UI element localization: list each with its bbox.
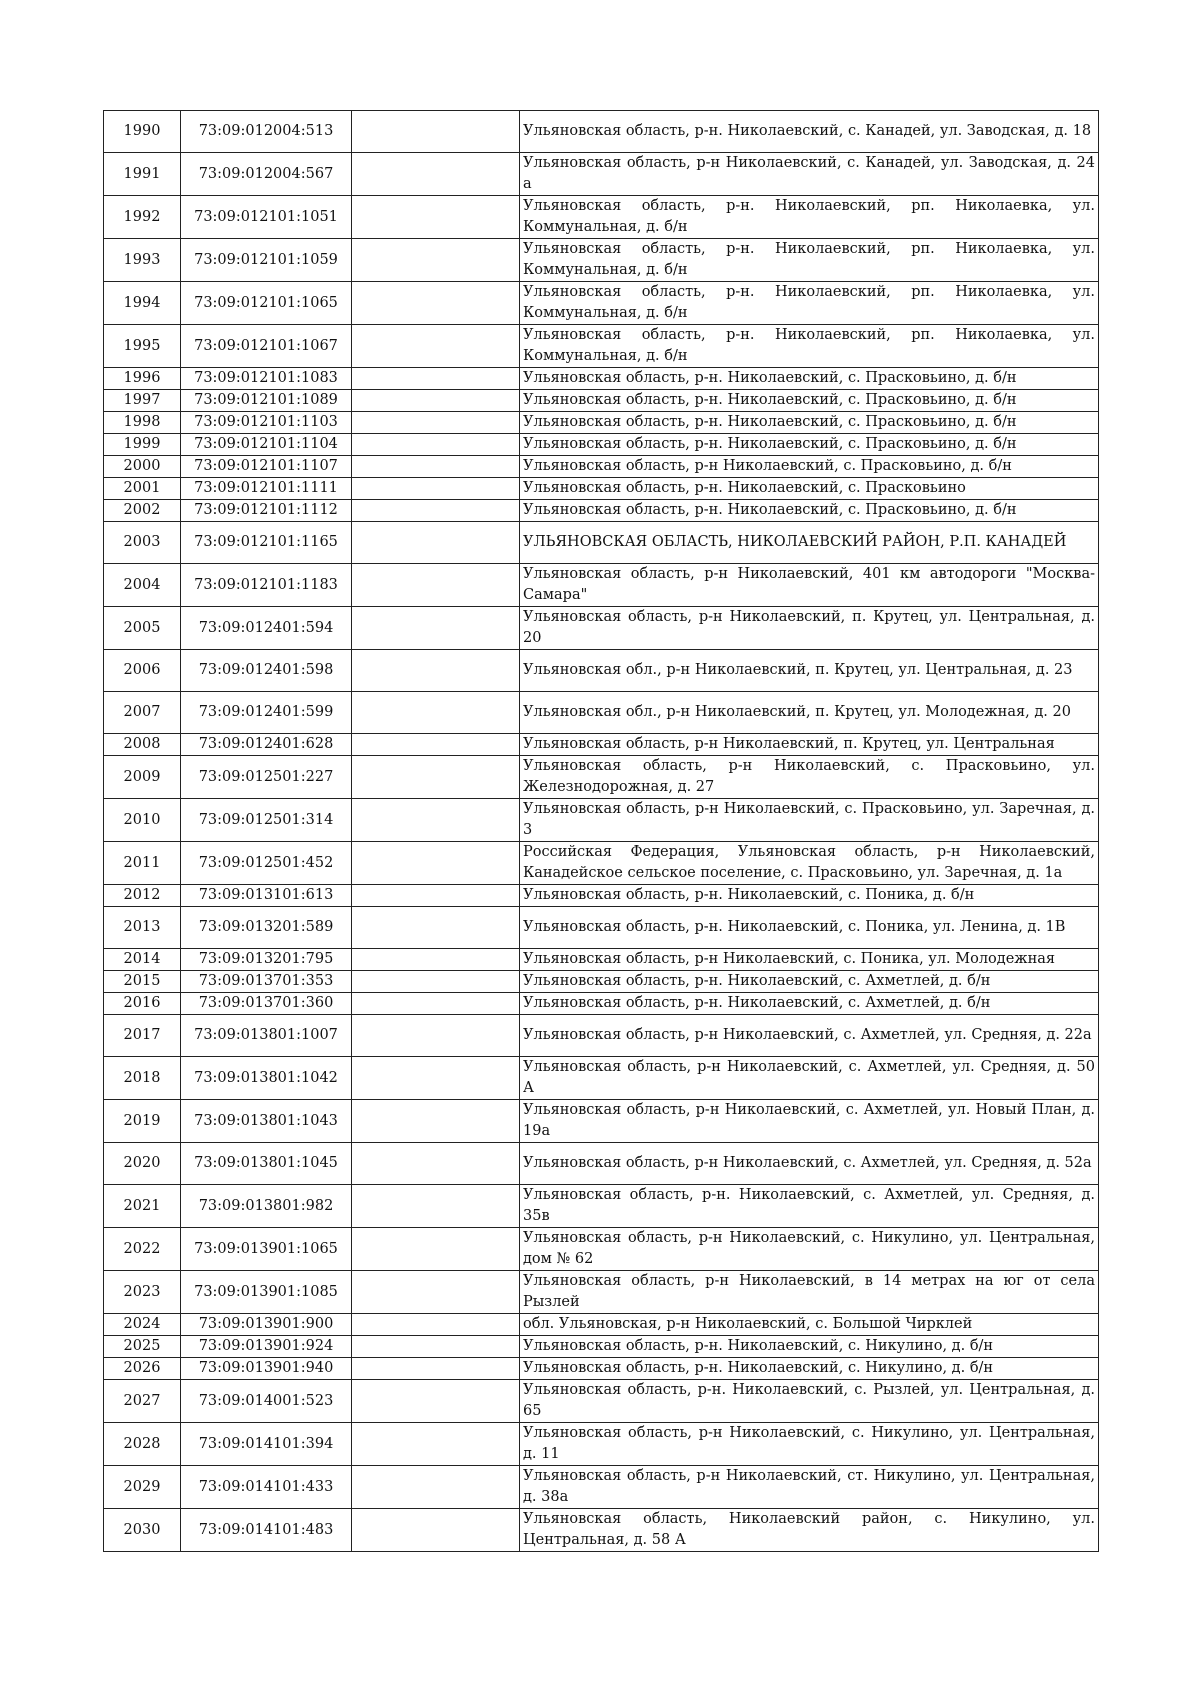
row-number-cell: 1997 [104,390,181,412]
empty-cell [352,971,520,993]
cadastral-number-cell: 73:09:012501:452 [181,842,352,885]
address-cell: Ульяновская область, р-н. Николаевский, рп. Николаевка, ул. Коммунальная, д. б/н [520,282,1099,325]
table-row [104,111,1099,153]
cadastral-number-cell: 73:09:013901:924 [181,1336,352,1358]
cadastral-number-cell: 73:09:014101:433 [181,1466,352,1509]
table-row [104,500,1099,522]
address-cell: Ульяновская область, Николаевский район, с. Никулино, ул. Центральная, д. 58 А [520,1509,1099,1552]
empty-cell [352,1314,520,1336]
address-cell: Ульяновская область, р-н Николаевский, ст. Никулино, ул. Центральная, д. 38а [520,1466,1099,1509]
cadastral-number-cell: 73:09:012101:1111 [181,478,352,500]
table-row [104,1314,1099,1336]
address-cell: Ульяновская область, р-н Николаевский, с. Никулино, ул. Центральная, дом № 62 [520,1228,1099,1271]
cadastral-number-cell: 73:09:013201:795 [181,949,352,971]
table-row [104,1015,1099,1057]
row-number-cell: 2000 [104,456,181,478]
empty-cell [352,1185,520,1228]
empty-cell [352,1423,520,1466]
cadastral-number-cell: 73:09:013901:1065 [181,1228,352,1271]
table-row [104,971,1099,993]
address-cell: Ульяновская область, р-н. Николаевский, с. Канадей, ул. Заводская, д. 18 [520,111,1099,153]
empty-cell [352,1466,520,1509]
cadastral-number-cell: 73:09:012401:598 [181,650,352,692]
cadastral-number-cell: 73:09:012401:599 [181,692,352,734]
row-number-cell: 1991 [104,153,181,196]
cadastral-number-cell: 73:09:012101:1103 [181,412,352,434]
address-cell: Ульяновская область, р-н Николаевский, п. Крутец, ул. Центральная, д. 20 [520,607,1099,650]
address-cell: Ульяновская область, р-н Николаевский, с. Ахметлей, ул. Новый План, д. 19а [520,1100,1099,1143]
cadastral-number-cell: 73:09:012101:1107 [181,456,352,478]
table-row [104,522,1099,564]
cadastral-number-cell: 73:09:012004:513 [181,111,352,153]
table-row [104,692,1099,734]
cadastral-number-cell: 73:09:012501:314 [181,799,352,842]
empty-cell [352,907,520,949]
address-cell: Ульяновская область, р-н Николаевский, с. Ахметлей, ул. Средняя, д. 22а [520,1015,1099,1057]
row-number-cell: 2007 [104,692,181,734]
table-row [104,434,1099,456]
row-number-cell: 2026 [104,1358,181,1380]
cadastral-number-cell: 73:09:012101:1067 [181,325,352,368]
address-cell: Ульяновская область, р-н Николаевский, с. Прасковьино, д. б/н [520,456,1099,478]
table-row [104,456,1099,478]
table-row [104,1057,1099,1100]
address-cell: Ульяновская область, р-н. Николаевский, с. Ахметлей, д. б/н [520,993,1099,1015]
table-row [104,196,1099,239]
registry-body [104,111,1099,1552]
table-row [104,1100,1099,1143]
empty-cell [352,434,520,456]
cadastral-number-cell: 73:09:013701:360 [181,993,352,1015]
table-row [104,756,1099,799]
cadastral-number-cell: 73:09:012501:227 [181,756,352,799]
table-row [104,1358,1099,1380]
address-cell: Ульяновская область, р-н Николаевский, с. Канадей, ул. Заводская, д. 24 а [520,153,1099,196]
empty-cell [352,456,520,478]
empty-cell [352,1100,520,1143]
row-number-cell: 2015 [104,971,181,993]
row-number-cell: 2004 [104,564,181,607]
empty-cell [352,1509,520,1552]
address-cell: Ульяновская область, р-н. Николаевский, с. Рызлей, ул. Центральная, д. 65 [520,1380,1099,1423]
table-row [104,734,1099,756]
cadastral-number-cell: 73:09:012401:594 [181,607,352,650]
row-number-cell: 2013 [104,907,181,949]
address-cell: обл. Ульяновская, р-н Николаевский, с. Большой Чирклей [520,1314,1099,1336]
address-cell: Ульяновская область, р-н. Николаевский, с. Никулино, д. б/н [520,1358,1099,1380]
row-number-cell: 2030 [104,1509,181,1552]
empty-cell [352,478,520,500]
address-cell: Ульяновская область, р-н Николаевский, с. Никулино, ул. Центральная, д. 11 [520,1423,1099,1466]
cadastral-number-cell: 73:09:013801:1045 [181,1143,352,1185]
table-row [104,1336,1099,1358]
cadastral-number-cell: 73:09:012101:1051 [181,196,352,239]
cadastral-number-cell: 73:09:013701:353 [181,971,352,993]
table-row [104,564,1099,607]
address-cell: Ульяновская область, р-н Николаевский, с. Ахметлей, ул. Средняя, д. 50 А [520,1057,1099,1100]
empty-cell [352,1057,520,1100]
table-row [104,1271,1099,1314]
address-cell: Ульяновская обл., р-н Николаевский, п. Крутец, ул. Центральная, д. 23 [520,650,1099,692]
address-cell: Ульяновская область, р-н Николаевский, с. Поника, ул. Молодежная [520,949,1099,971]
cadastral-number-cell: 73:09:013801:982 [181,1185,352,1228]
cadastral-number-cell: 73:09:012004:567 [181,153,352,196]
property-registry-table [103,110,1099,1552]
empty-cell [352,650,520,692]
cadastral-number-cell: 73:09:012101:1065 [181,282,352,325]
empty-cell [352,842,520,885]
row-number-cell: 2016 [104,993,181,1015]
cadastral-number-cell: 73:09:012101:1104 [181,434,352,456]
address-cell: Ульяновская область, р-н. Николаевский, с. Прасковьино, д. б/н [520,412,1099,434]
table-row [104,1380,1099,1423]
empty-cell [352,949,520,971]
table-row [104,650,1099,692]
table-row [104,325,1099,368]
address-cell: Ульяновская область, р-н. Николаевский, с. Прасковьино, д. б/н [520,390,1099,412]
row-number-cell: 2028 [104,1423,181,1466]
address-cell: Ульяновская область, р-н. Николаевский, с. Прасковьино, д. б/н [520,368,1099,390]
row-number-cell: 2009 [104,756,181,799]
empty-cell [352,522,520,564]
cadastral-number-cell: 73:09:013901:940 [181,1358,352,1380]
empty-cell [352,1143,520,1185]
address-cell: Ульяновская область, р-н Николаевский, п. Крутец, ул. Центральная [520,734,1099,756]
cadastral-number-cell: 73:09:014001:523 [181,1380,352,1423]
address-cell: Ульяновская область, р-н. Николаевский, рп. Николаевка, ул. Коммунальная, д. б/н [520,239,1099,282]
table-row [104,412,1099,434]
table-row [104,1423,1099,1466]
address-cell: Ульяновская обл., р-н Николаевский, п. Крутец, ул. Молодежная, д. 20 [520,692,1099,734]
table-row [104,885,1099,907]
row-number-cell: 1994 [104,282,181,325]
cadastral-number-cell: 73:09:012101:1183 [181,564,352,607]
table-row [104,368,1099,390]
address-cell: Ульяновская область, р-н. Николаевский, с. Прасковьино, д. б/н [520,500,1099,522]
empty-cell [352,1228,520,1271]
cadastral-number-cell: 73:09:013801:1043 [181,1100,352,1143]
empty-cell [352,390,520,412]
cadastral-number-cell: 73:09:012101:1059 [181,239,352,282]
empty-cell [352,993,520,1015]
row-number-cell: 2008 [104,734,181,756]
empty-cell [352,1358,520,1380]
address-cell: Ульяновская область, р-н. Николаевский, с. Прасковьино, д. б/н [520,434,1099,456]
row-number-cell: 1993 [104,239,181,282]
row-number-cell: 2027 [104,1380,181,1423]
empty-cell [352,282,520,325]
row-number-cell: 2029 [104,1466,181,1509]
cadastral-number-cell: 73:09:012101:1089 [181,390,352,412]
empty-cell [352,1271,520,1314]
address-cell: Ульяновская область, р-н. Николаевский, с. Прасковьино [520,478,1099,500]
row-number-cell: 1998 [104,412,181,434]
table-row [104,239,1099,282]
row-number-cell: 2017 [104,1015,181,1057]
address-cell: Ульяновская область, р-н. Николаевский, с. Ахметлей, ул. Средняя, д. 35в [520,1185,1099,1228]
row-number-cell: 2005 [104,607,181,650]
row-number-cell: 2019 [104,1100,181,1143]
empty-cell [352,564,520,607]
empty-cell [352,734,520,756]
empty-cell [352,692,520,734]
row-number-cell: 1999 [104,434,181,456]
address-cell: Ульяновская область, р-н. Николаевский, с. Ахметлей, д. б/н [520,971,1099,993]
cadastral-number-cell: 73:09:013901:1085 [181,1271,352,1314]
row-number-cell: 1990 [104,111,181,153]
cadastral-number-cell: 73:09:013901:900 [181,1314,352,1336]
table-row [104,907,1099,949]
empty-cell [352,196,520,239]
cadastral-number-cell: 73:09:012101:1165 [181,522,352,564]
row-number-cell: 1992 [104,196,181,239]
empty-cell [352,325,520,368]
row-number-cell: 1995 [104,325,181,368]
cadastral-number-cell: 73:09:013201:589 [181,907,352,949]
table-row [104,1143,1099,1185]
row-number-cell: 2010 [104,799,181,842]
empty-cell [352,239,520,282]
empty-cell [352,799,520,842]
row-number-cell: 2022 [104,1228,181,1271]
row-number-cell: 2014 [104,949,181,971]
row-number-cell: 2025 [104,1336,181,1358]
cadastral-number-cell: 73:09:012401:628 [181,734,352,756]
row-number-cell: 2024 [104,1314,181,1336]
empty-cell [352,1380,520,1423]
address-cell: УЛЬЯНОВСКАЯ ОБЛАСТЬ, НИКОЛАЕВСКИЙ РАЙОН, Р.П. КАНАДЕЙ [520,522,1099,564]
address-cell: Ульяновская область, р-н. Николаевский, с. Поника, ул. Ленина, д. 1В [520,907,1099,949]
empty-cell [352,412,520,434]
table-row [104,607,1099,650]
table-row [104,1509,1099,1552]
table-row [104,478,1099,500]
empty-cell [352,885,520,907]
table-row [104,1228,1099,1271]
empty-cell [352,368,520,390]
empty-cell [352,607,520,650]
empty-cell [352,111,520,153]
address-cell: Ульяновская область, р-н Николаевский, с. Ахметлей, ул. Средняя, д. 52а [520,1143,1099,1185]
empty-cell [352,1015,520,1057]
row-number-cell: 2001 [104,478,181,500]
address-cell: Ульяновская область, р-н. Николаевский, рп. Николаевка, ул. Коммунальная, д. б/н [520,196,1099,239]
table-row [104,1185,1099,1228]
address-cell: Ульяновская область, р-н. Николаевский, с. Никулино, д. б/н [520,1336,1099,1358]
cadastral-number-cell: 73:09:012101:1112 [181,500,352,522]
row-number-cell: 2023 [104,1271,181,1314]
empty-cell [352,153,520,196]
address-cell: Российская Федерация, Ульяновская область, р-н Николаевский, Канадейское сельское поселение, с. Прасковьино, ул. Заречная, д. 1а [520,842,1099,885]
empty-cell [352,1336,520,1358]
row-number-cell: 2002 [104,500,181,522]
cadastral-number-cell: 73:09:013801:1007 [181,1015,352,1057]
cadastral-number-cell: 73:09:013101:613 [181,885,352,907]
cadastral-number-cell: 73:09:012101:1083 [181,368,352,390]
empty-cell [352,500,520,522]
cadastral-number-cell: 73:09:014101:483 [181,1509,352,1552]
row-number-cell: 2011 [104,842,181,885]
address-cell: Ульяновская область, р-н Николаевский, 401 км автодороги "Москва-Самара" [520,564,1099,607]
table-row [104,390,1099,412]
table-row [104,993,1099,1015]
address-cell: Ульяновская область, р-н. Николаевский, с. Поника, д. б/н [520,885,1099,907]
row-number-cell: 2003 [104,522,181,564]
row-number-cell: 1996 [104,368,181,390]
cadastral-number-cell: 73:09:013801:1042 [181,1057,352,1100]
table-row [104,1466,1099,1509]
table-row [104,799,1099,842]
table-row [104,949,1099,971]
address-cell: Ульяновская область, р-н Николаевский, в 14 метрах на юг от села Рызлей [520,1271,1099,1314]
empty-cell [352,756,520,799]
row-number-cell: 2006 [104,650,181,692]
row-number-cell: 2018 [104,1057,181,1100]
address-cell: Ульяновская область, р-н. Николаевский, рп. Николаевка, ул. Коммунальная, д. б/н [520,325,1099,368]
address-cell: Ульяновская область, р-н Николаевский, с. Прасковьино, ул. Железнодорожная, д. 27 [520,756,1099,799]
table-row [104,153,1099,196]
address-cell: Ульяновская область, р-н Николаевский, с. Прасковьино, ул. Заречная, д. 3 [520,799,1099,842]
row-number-cell: 2021 [104,1185,181,1228]
row-number-cell: 2012 [104,885,181,907]
cadastral-number-cell: 73:09:014101:394 [181,1423,352,1466]
table-row [104,842,1099,885]
table-row [104,282,1099,325]
row-number-cell: 2020 [104,1143,181,1185]
